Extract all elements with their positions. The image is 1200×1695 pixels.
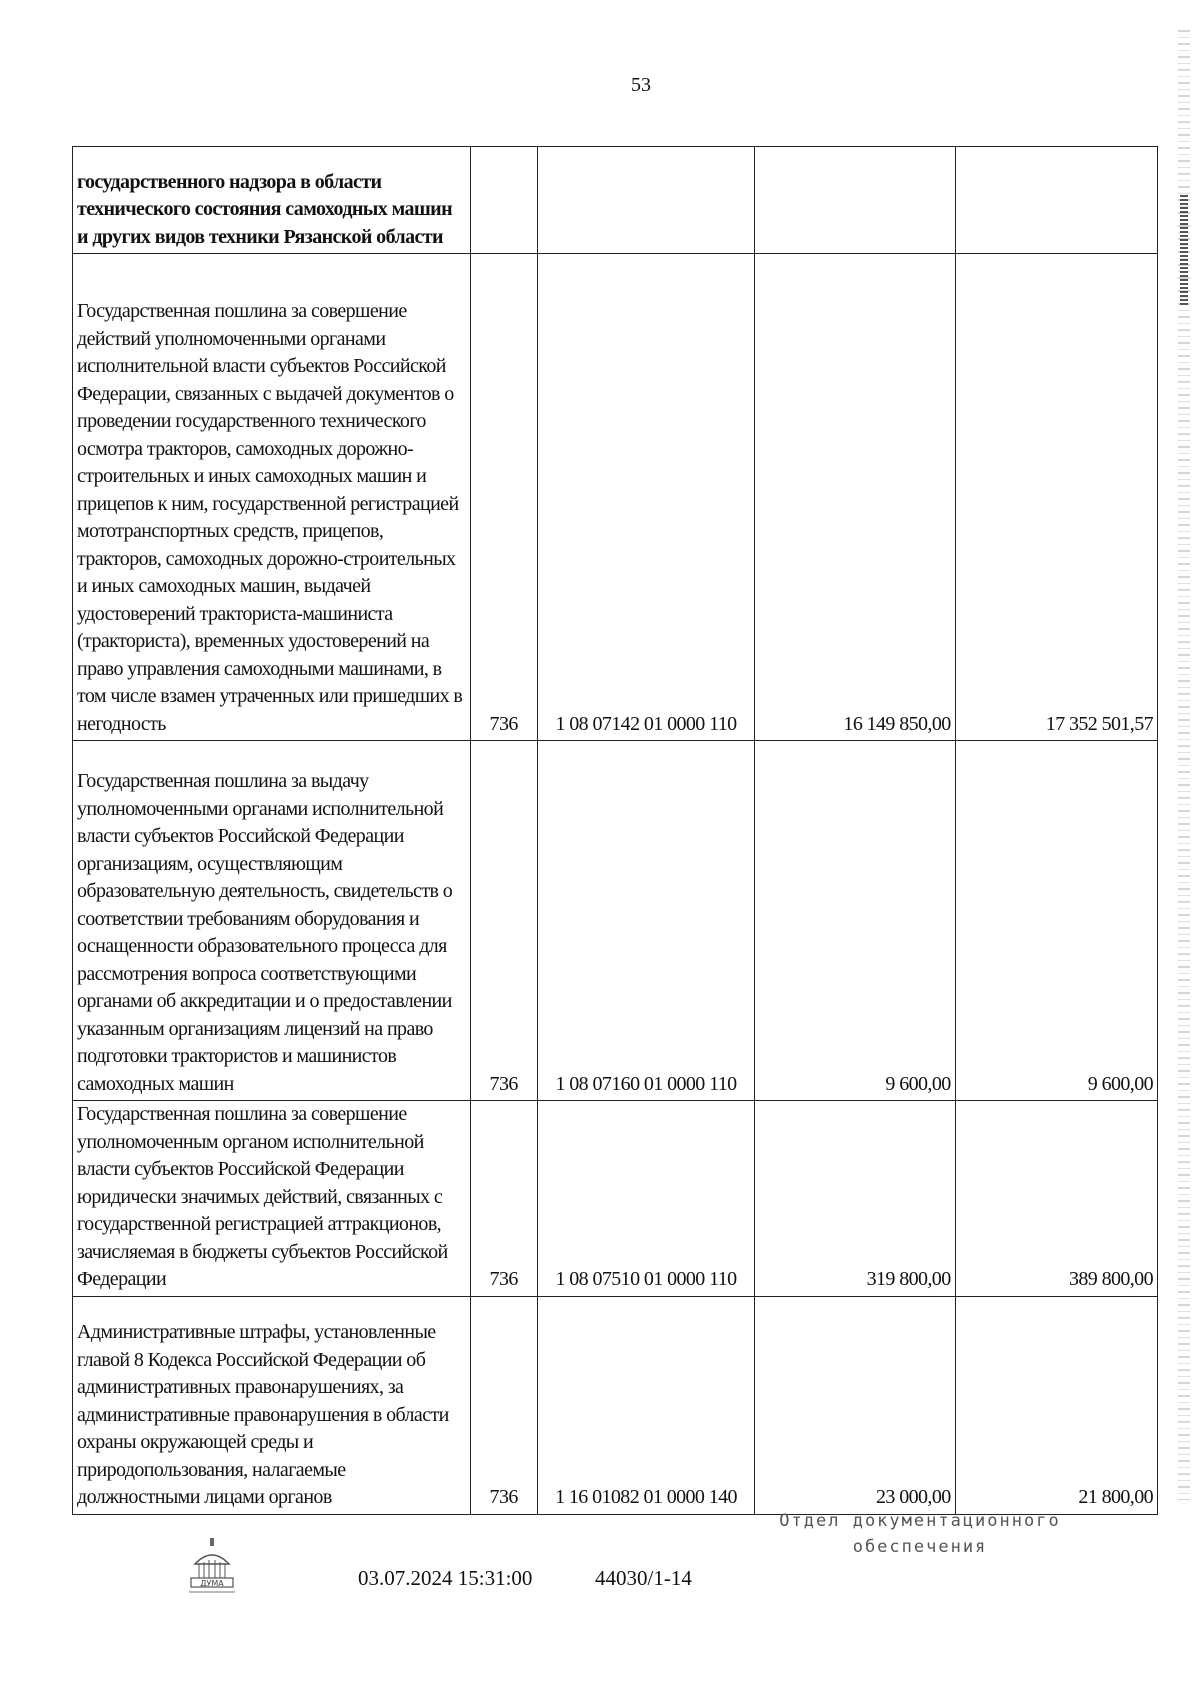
svg-text:ДУМА: ДУМА bbox=[200, 1579, 224, 1588]
stamp-line-2: обеспечения bbox=[852, 1537, 988, 1557]
row-fact-cell bbox=[955, 147, 1157, 254]
row-code-cell: 1 16 01082 01 0000 140 bbox=[537, 1296, 755, 1514]
table-row bbox=[73, 1296, 1158, 1514]
table-row bbox=[73, 1101, 1158, 1297]
row-plan-cell: 319 800,00 bbox=[755, 1101, 955, 1297]
row-name: Государственная пошлина за совершение уполномоченным органом исполнительной власти субъектов Российской Федерации юридически значимых действий, связанных с государственной регистрацией аттракционов, зачисляемая в бюджеты субъектов Российской Федерации bbox=[77, 1103, 448, 1290]
revenue-table bbox=[72, 146, 1158, 1515]
footer-doc-number: 44030/1-14 bbox=[595, 1566, 692, 1590]
row-name: государственного надзора в области технического состояния самоходных машин и других видов техники Рязанской области bbox=[77, 170, 453, 248]
row-code-cell: 1 08 07510 01 0000 110 bbox=[537, 1101, 755, 1297]
row-plan-cell: 16 149 850,00 bbox=[755, 254, 955, 741]
row-name-cell bbox=[73, 147, 471, 254]
row-name-cell bbox=[73, 1296, 471, 1514]
table-row bbox=[73, 147, 1158, 254]
duma-building-icon bbox=[185, 1538, 239, 1596]
row-name-cell bbox=[73, 1101, 471, 1297]
row-plan-cell: 23 000,00 bbox=[755, 1296, 955, 1514]
footer-date: 03.07.2024 15:31:00 bbox=[358, 1566, 533, 1590]
row-admin-cell: 736 bbox=[470, 1101, 537, 1297]
row-admin-cell bbox=[470, 147, 537, 254]
row-fact-cell: 21 800,00 bbox=[955, 1296, 1157, 1514]
row-fact-cell: 9 600,00 bbox=[955, 741, 1157, 1101]
row-name: Государственная пошлина за совершение действий уполномоченными органами исполнительной власти субъектов Российской Федерации, связанных с выдачей документов о проведении государственного технического осмотра тракторов, самоходных дорожно-строительных и иных самоходных машин и прицепов к ним, государственной регистрацией мототранспортных средств, прицепов, тракторов, самоходных дорожно-строительных и иных самоходных машин, выдачей удостоверений тракториста-машиниста (тракториста), временных удостоверений на право управления самоходными машинами, в том числе взамен утраченных или пришедших в негодность bbox=[77, 300, 463, 735]
table-row bbox=[73, 254, 1158, 741]
row-name: Административные штрафы, установленные главой 8 Кодекса Российской Федерации об административных правонарушениях, за административные правонарушения в области охраны окружающей среды и природопользования, налагаемые должностными лицами органов bbox=[77, 1321, 449, 1508]
row-name-cell bbox=[73, 741, 471, 1101]
row-code-cell bbox=[537, 147, 755, 254]
row-fact-cell: 17 352 501,57 bbox=[955, 254, 1157, 741]
row-admin-cell: 736 bbox=[470, 254, 537, 741]
row-fact-cell: 389 800,00 bbox=[955, 1101, 1157, 1297]
row-code-cell: 1 08 07142 01 0000 110 bbox=[537, 254, 755, 741]
department-stamp bbox=[770, 1508, 1070, 1560]
scan-edge-mark bbox=[1180, 195, 1188, 305]
row-code-cell: 1 08 07160 01 0000 110 bbox=[537, 741, 755, 1101]
row-plan-cell: 9 600,00 bbox=[755, 741, 955, 1101]
row-name: Государственная пошлина за выдачу уполномоченными органами исполнительной власти субъектов Российской Федерации организациям, осуществляющим образовательную деятельность, свидетельств о соответствии требованиям оборудования и оснащенности образовательного процесса для рассмотрения вопроса соответствующими органами об аккредитации и о предоставлении указанным организациям лицензий на право подготовки трактористов и машинистов самоходных машин bbox=[77, 770, 453, 1095]
row-admin-cell: 736 bbox=[470, 1296, 537, 1514]
row-admin-cell: 736 bbox=[470, 741, 537, 1101]
row-plan-cell bbox=[755, 147, 955, 254]
table-row bbox=[73, 741, 1158, 1101]
stamp-line-1: Отдел документационного bbox=[779, 1511, 1061, 1531]
row-name-cell bbox=[73, 254, 471, 741]
page-number: 53 bbox=[631, 74, 651, 96]
